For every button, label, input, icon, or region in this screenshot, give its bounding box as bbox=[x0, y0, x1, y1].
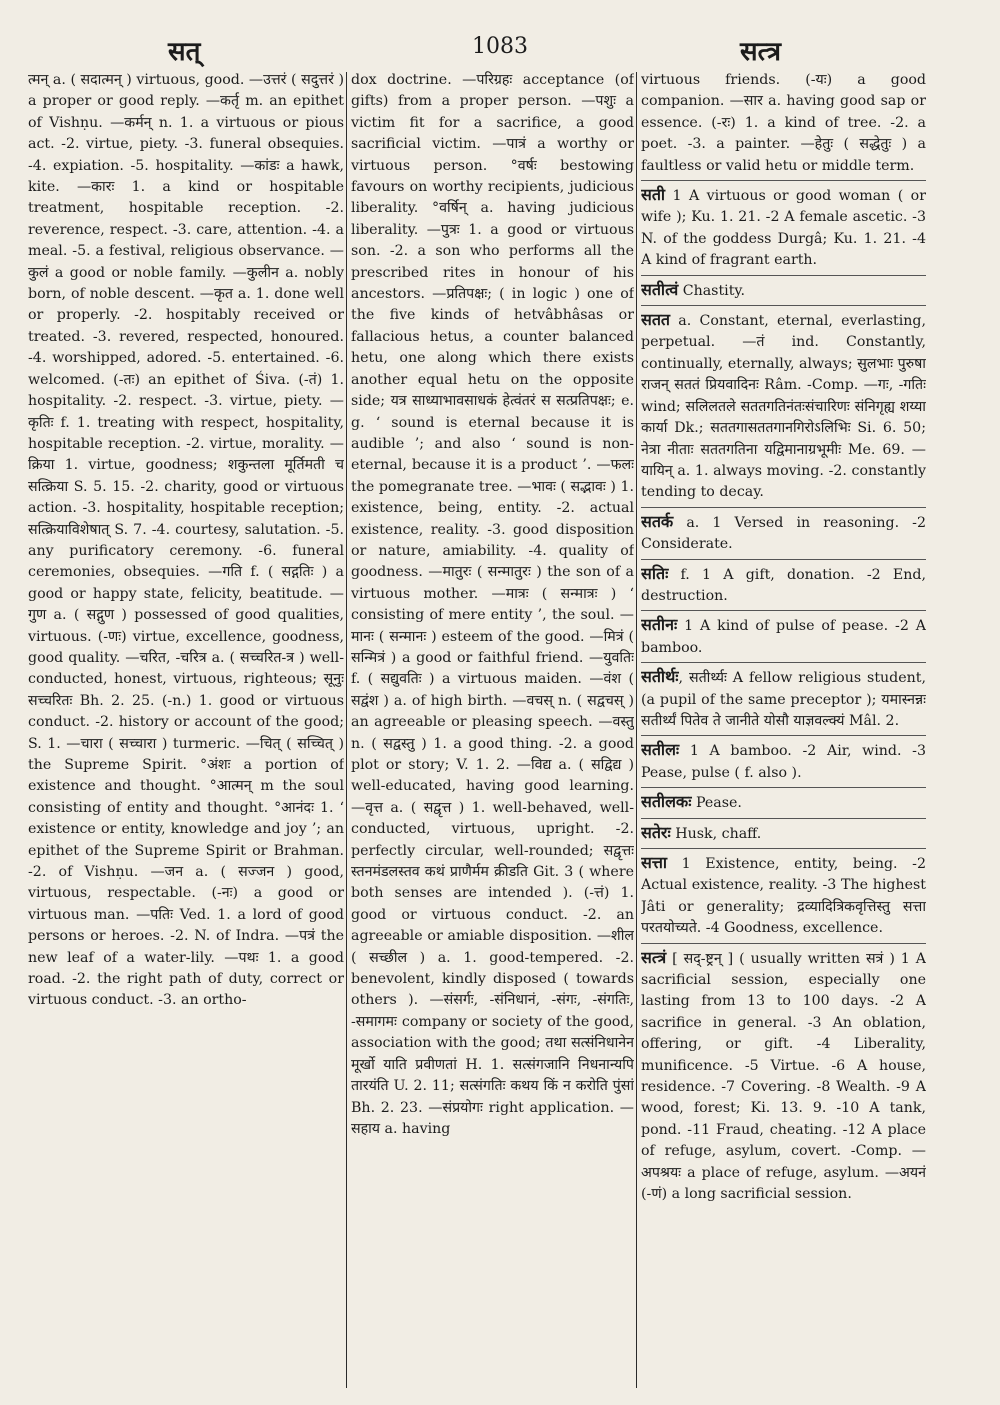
headword: सती bbox=[641, 185, 666, 205]
entry-satitvam bbox=[641, 275, 926, 302]
entry-satirthah bbox=[641, 662, 926, 732]
entry-satih bbox=[641, 559, 926, 608]
entry-text: 1 A bamboo. -2 Air, wind. -3 Pease, pulse ( f. also ). bbox=[641, 743, 926, 781]
entry-text: a. Constant, eternal, everlasting, perpetual. —तं ind. Constantly, continually, eternally, always; सुलभाः पुरुषा राजन् सततं प्रियवादिनः Râm. -Comp. —गः, -गतिः wind; सलिलतले सततगतिनंतःसंचारिणः संनिगृह्य शय्या कार्या Dk.; सततगासततगानगिरोऽलिभिः Si. 6. 50; नेत्रा नीताः सततगतिना यद्विमानाग्रभूमीः Me. 69. —यायिन् a. 1. always moving. -2. constantly tending to decay. bbox=[641, 313, 926, 501]
headword: सतेरः bbox=[641, 822, 671, 842]
entry-continuation bbox=[351, 70, 634, 1140]
entry-satinah bbox=[641, 610, 926, 659]
headword: सतर्क bbox=[641, 511, 674, 531]
entry-text: a. 1 Versed in reasoning. -2 Considerate. bbox=[641, 514, 926, 553]
entry-text: त्मन् a. ( सदात्मन् ) virtuous, good. —उत्तरं ( सदुत्तरं ) a proper or good reply. —कर्तृ m. an epithet of Vishṇu. —कर्मन् n. 1. a virtuous or pious act. -2. virtue, piety. -3. funeral obsequies. -4. expiation. -5. hospitality. —कांडः a hawk, kite. —कारः 1. a kind or hospitable treatment, hospitable reception. -2. reverence, respect. -3. care, attention. -4. a meal. -5. a festival, religious observance. —कुलं a good or noble family. —कुलीन a. nobly born, of noble descent. —कृत a. 1. done well or properly. -2. hospitably received or treated. -3. revered, respected, honoured. -4. worshipped, adored. -5. entertained. -6. welcomed. (-तः) an epithet of Śiva. (-तं) 1. hospitality. -2. respect. -3. virtue, piety. —कृतिः f. 1. treating with respect, hospitality, hospitable reception. -2. virtue, morality. —क्रिया 1. virtue, goodness; शकुन्तला मूर्तिमती च सत्क्रिया S. 5. 15. -2. charity, good or virtuous action. -3. hospitality, hospitable reception; सत्क्रियाविशेषात् S. 7. -4. courtesy, salutation. -5. any purificatory ceremony. -6. funeral ceremonies, obsequies. —गति f. ( सद्गतिः ) a good or happy state, felicity, beatitude. —गुण a. ( सद्गुण ) possessed of good qualities, virtuous. (-णः) virtue, excellence, goodness, good quality. —चरित, -चरित्र a. ( सच्चरित-त्र ) well-conducted, honest, virtuous, righteous; सूनुः सच्चरितः Bh. 2. 25. (-n.) 1. good or virtuous conduct. -2. history or account of the good; S. 1. —चारा ( सच्चारा ) turmeric. —चित् ( सच्चित् ) the Supreme Spirit. °अंशः a portion of existence and thought. °आत्मन् m the soul consisting of entity and thought. °आनंदः 1. ‘ existence or entity, knowledge and joy ’; an epithet of the Supreme Spirit or Brahman. -2. of Vishṇu. —जन a. ( सज्जन ) good, virtuous, respectable. (-नः) a good or virtuous man. —पतिः Ved. 1. a lord of good persons or heroes. -2. N. of Indra. —पत्रं the new leaf of a water-lily. —पथः 1. a good road. -2. the right path of duty, correct or virtuous conduct. -3. an ortho- bbox=[28, 72, 344, 1009]
headword: सतीत्वं bbox=[641, 279, 679, 299]
column-divider bbox=[636, 72, 637, 1388]
entry-text: f. 1 A gift, donation. -2 End, destruction. bbox=[641, 566, 926, 604]
entry-satilakah bbox=[641, 787, 926, 814]
entry-text: dox doctrine. —परिग्रहः acceptance (of gifts) from a proper person. —पशुः a victim fit for a sacrifice, a good sacrificial victim. —पात्रं a worthy or virtuous person. °वर्षः bestowing favours on worthy recipients, judicious liberality. °वर्षिन् a. having judicious liberality. —पुत्रः 1. a good or virtuous son. -2. a son who performs all the prescribed rites in honour of his ancestors. —प्रतिपक्षः; ( in logic ) one of the five kinds of hetvâbhâsas or fallacious hetus, a counter balanced hetu, one along which there exists another equal hetu on the opposite side; यत्र साध्याभावसाधकं हेत्वंतरं स सत्प्रतिपक्षः; e. g. ‘ sound is eternal because it is audible ’; and also ‘ sound is non-eternal, because it is a product ’. —फलः the pomegranate tree. —भावः ( सद्भावः ) 1. existence, being, entity. -2. actual existence, reality. -3. good disposition or nature, amiability. -4. quality of goodness. —मातुरः ( सन्मातुरः ) the son of a virtuous mother. —मात्रः ( सन्मात्रः ) ‘ consisting of mere entity ’, the soul. —मानः ( सन्मानः ) esteem of the good. —मित्रं ( सन्मित्रं ) a good or faithful friend. —युवतिः f. ( सद्युवतिः ) a virtuous maiden. —वंश ( सद्वंश ) a. of high birth. —वचस् n. ( सद्वचस् ) an agreeable or pleasing speech. —वस्तु n. ( सद्वस्तु ) 1. a good thing. -2. a good plot or story; V. 1. 2. —विद्य a. ( सद्विद्य ) well-educated, having good learning. —वृत्त a. ( सद्वृत्त ) 1. well-behaved, well-conducted, virtuous, upright. -2. perfectly circular, well-rounded; सद्वृत्तः स्तनमंडलस्तव कथं प्राणैर्मम क्रीडति Git. 3 ( where both senses are intended ). (-त्तं) 1. good or virtuous conduct. -2. an agreeable or amiable disposition. —शील ( सच्छील ) a. 1. good-tempered. -2. benevolent, kindly disposed ( towards others ). —संसर्गः, -संनिधानं, -संगः, -संगतिः, -समागमः company or society of the good, association with the good; तथा सत्संनिधानेन मूर्खो याति प्रवीणतां H. 1. सत्संगजानि निधनान्यपि तारयंति U. 2. 11; सत्संगतिः कथय किं न करोति पुंसां Bh. 2. 23. —संप्रयोगः right application. —सहाय a. having bbox=[351, 72, 634, 1137]
headword: सत्ता bbox=[641, 853, 668, 872]
entry-text: , सतीर्थ्यः A fellow religious student, (a pupil of the same preceptor ); यमास्नन्नः सतीर्थ्यं पितेव ते जानीते योसौ याज्ञवल्क्यं Mâl. 2. bbox=[641, 670, 926, 729]
entry-saterah bbox=[641, 818, 926, 845]
page-number: 1083 bbox=[472, 34, 528, 59]
entry-text: 1 Existence, entity, being. -2 Actual existence, reality. -3 The highest Jâti or generality; द्रव्यादित्रिकवृत्तिस्तु सत्ता परतयोच्यते. -4 Goodness, excellence. bbox=[641, 856, 926, 937]
headword: सत्त्रं bbox=[641, 947, 667, 967]
entry-sati bbox=[641, 180, 926, 272]
entry-satta bbox=[641, 848, 926, 940]
entry-text: Chastity. bbox=[678, 282, 746, 299]
headword: सतीर्थः bbox=[641, 667, 679, 687]
entry-text: 1 A kind of pulse of pease. -2 A bamboo. bbox=[641, 618, 926, 656]
guide-word-left: सत् bbox=[168, 37, 201, 67]
entry-continuation bbox=[28, 70, 344, 1012]
entry-text: 1 A virtuous or good woman ( or wife ); Ku. 1. 21. -2 A female ascetic. -3 N. of the goddess Durgâ; Ku. 1. 21. -4 A kind of fragrant earth. bbox=[641, 188, 926, 269]
text-column-2 bbox=[351, 70, 634, 1388]
entry-sattram bbox=[641, 943, 926, 1206]
headword: सतीलकः bbox=[641, 792, 692, 812]
headword: सतीलः bbox=[641, 740, 680, 760]
text-column-3 bbox=[641, 70, 926, 1388]
text-column-1 bbox=[28, 70, 344, 1388]
headword: सतत bbox=[641, 310, 671, 330]
entry-satata bbox=[641, 305, 926, 504]
headword: सतिः bbox=[641, 563, 669, 583]
entry-text: virtuous friends. (-यः) a good companion. —सार a. having good sap or essence. (-रः) 1. a kind of tree. -2. a poet. -3. a painter. —हेतुः ( सद्धेतुः ) a faultless or valid hetu or middle term. bbox=[641, 72, 926, 174]
column-divider bbox=[346, 72, 347, 1388]
entry-continuation bbox=[641, 70, 926, 177]
page-header bbox=[0, 28, 1000, 68]
entry-text: Husk, chaff. bbox=[670, 825, 762, 842]
guide-word-right: सत्त्र bbox=[740, 37, 782, 67]
entry-text: [ सद्-ष्ट्रन् ] ( usually written सत्रं ) 1 A sacrificial session, especially one lasting from 13 to 100 days. -2 A sacrifice in general. -3 An oblation, offering, or gift. -4 Liberality, munificence. -5 Virtue. -6 A house, residence. -7 Covering. -8 Wealth. -9 A wood, forest; Ki. 13. 9. -10 A tank, pond. -11 Fraud, cheating. -12 A place of refuge, asylum, covert. -Comp. —अपश्रयः a place of refuge, asylum. —अयनं (-णं) a long sacrificial session. bbox=[641, 950, 926, 1203]
entry-satilah bbox=[641, 735, 926, 784]
entry-satarka bbox=[641, 507, 926, 556]
entry-text: Pease. bbox=[691, 795, 742, 812]
headword: सतीनः bbox=[641, 615, 678, 635]
